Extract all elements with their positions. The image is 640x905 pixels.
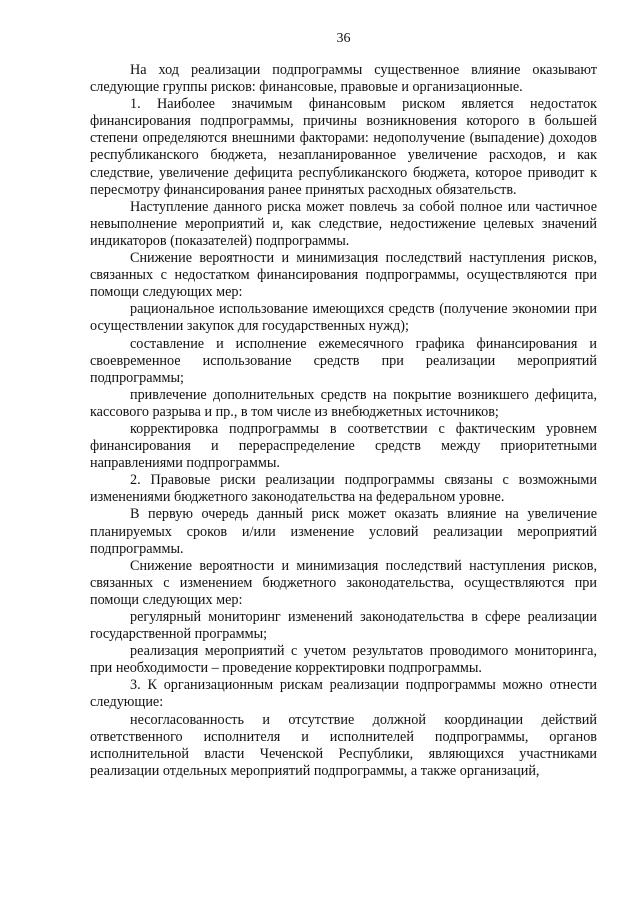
paragraph-organizational-inconsistency: несогласованность и отсутствие должной координации действий ответственного исполнителя и исполнителей подпрограммы, органов исполнительной власти Чеченской Республики, являющихся участниками реализации отдельных мероприятий подпрограммы, а также организаций, (90, 711, 597, 779)
paragraph-risk-consequence: Наступление данного риска может повлечь за собой полное или частичное невыполнение мероприятий и, как следствие, недостижение целевых значений индикаторов (показателей) подпрограммы. (90, 198, 597, 249)
page-number: 36 (336, 31, 351, 46)
paragraph-organizational-risk: 3. К организационным рискам реализации подпрограммы можно отнести следующие: (90, 677, 597, 711)
paragraph-legal-measures-intro: Снижение вероятности и минимизация последствий наступления рисков, связанных с изменением бюджетного законодательства, осуществляются при помощи следующих мер: (90, 557, 597, 608)
paragraph-measure-rational-use: рациональное использование имеющихся средств (получение экономии при осуществлении закупок для государственных нужд); (90, 301, 597, 335)
paragraph-legal-risk: 2. Правовые риски реализации подпрограммы связаны с возможными изменениями бюджетного законодательства на федеральном уровне. (90, 472, 597, 506)
paragraph-financial-risk: 1. Наиболее значимым финансовым риском является недостаток финансирования подпрограммы, причины возникновения которого в большей степени определяются внешними факторами: недополучение (выпадение) доходов республиканского бюджета, незапланированное увеличение расходов, и как следствие, увеличение дефицита республиканского бюджета, которое приводит к пересмотру финансирования ранее принятых расходных обязательств. (90, 96, 597, 198)
paragraph-measure-implementation: реализация мероприятий с учетом результатов проводимого мониторинга, при необходимости – проведение корректировки подпрограммы. (90, 643, 597, 677)
paragraph-intro: На ход реализации подпрограммы существенное влияние оказывают следующие группы рисков: финансовые, правовые и организационные. (90, 62, 597, 96)
paragraph-measure-monitoring: регулярный мониторинг изменений законодательства в сфере реализации государственной программы; (90, 609, 597, 643)
paragraph-measure-additional-funds: привлечение дополнительных средств на покрытие возникшего дефицита, кассового разрыва и пр., в том числе из внебюджетных источников; (90, 386, 597, 420)
paragraph-legal-impact: В первую очередь данный риск может оказать влияние на увеличение планируемых сроков и/или изменение условий реализации мероприятий подпрограммы. (90, 506, 597, 557)
paragraph-financial-measures-intro: Снижение вероятности и минимизация последствий наступления рисков, связанных с недостатком финансирования подпрограммы, осуществляются при помощи следующих мер: (90, 250, 597, 301)
paragraph-measure-adjustment: корректировка подпрограммы в соответствии с фактическим уровнем финансирования и перераспределение средств между приоритетными направлениями подпрограммы. (90, 420, 597, 472)
paragraph-measure-schedule: составление и исполнение ежемесячного графика финансирования и своевременное использование средств при реализации мероприятий подпрограммы; (90, 335, 597, 386)
document-page (90, 30, 597, 780)
